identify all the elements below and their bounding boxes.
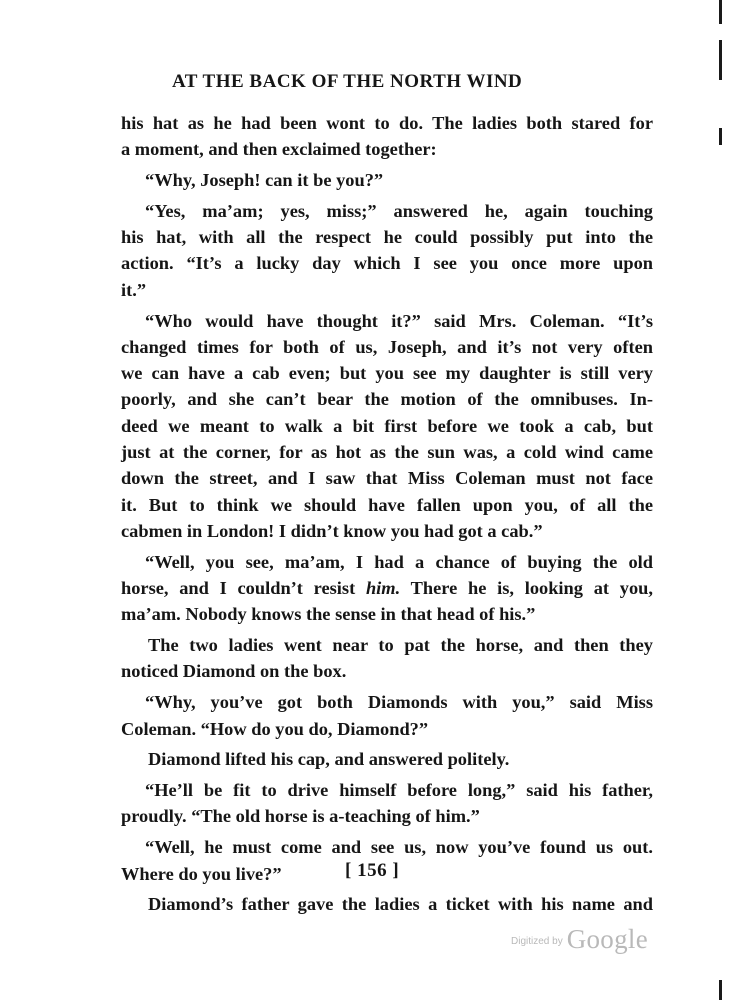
text-line: just at the corner, for as hot as the sun was, a cold wind came <box>121 442 653 463</box>
paragraph <box>121 746 653 772</box>
text-line: Coleman. “How do you do, Diamond?” <box>121 718 429 739</box>
digitized-by-google-watermark <box>511 924 648 955</box>
text-line: “Who would have thought it?” said Mrs. Coleman. “It’s <box>145 310 653 331</box>
text-line: a moment, and then exclaimed together: <box>121 139 437 160</box>
text-line: proudly. “The old horse is a-teaching of him.” <box>121 806 480 827</box>
paragraph <box>121 110 653 163</box>
text-line: poorly, and she can’t bear the motion of the omnibuses. In- <box>121 389 653 410</box>
text-line: Diamond lifted his cap, and answered politely. <box>148 749 510 770</box>
text-line: cabmen in London! I didn’t know you had got a cab.” <box>121 520 543 541</box>
text-line: his hat as he had been wont to do. The ladies both stared for <box>121 113 653 133</box>
paragraph <box>121 167 653 193</box>
emphasized-word: him. <box>365 578 401 599</box>
paragraph <box>121 549 653 628</box>
text-line: deed we meant to walk a bit first before we took a cab, but <box>121 415 653 436</box>
paragraph <box>121 777 653 830</box>
running-head: AT THE BACK OF THE NORTH WIND <box>172 71 523 92</box>
text-line: it. But to think we should have fallen upon you, of all the <box>121 494 653 515</box>
text-line: “Why, Joseph! can it be you?” <box>145 170 384 191</box>
text-line: it.” <box>121 279 147 300</box>
page-number: [ 156 ] <box>345 860 400 881</box>
text-line: Where do you live?” <box>121 863 282 884</box>
scan-edge-mark <box>719 980 722 1000</box>
paragraph <box>121 308 653 545</box>
google-logo: Google <box>566 924 648 954</box>
text-line: horse, and I couldn’t resist him. There he is, looking at you, <box>121 578 653 599</box>
text-line: “He’ll be fit to drive himself before long,” said his father, <box>145 780 653 801</box>
text-line: “Well, he must come and see us, now you’ve found us out. <box>145 837 653 858</box>
text-line: action. “It’s a lucky day which I see you once more upon <box>121 253 653 274</box>
scan-edge-mark <box>719 128 722 145</box>
text-line: ma’am. Nobody knows the sense in that head of his.” <box>121 604 536 625</box>
paragraph <box>121 632 653 685</box>
text-line: changed times for both of us, Joseph, and it’s not very often <box>121 336 653 357</box>
body-text <box>121 110 653 918</box>
text-line: Diamond’s father gave the ladies a ticket with his name and <box>148 894 653 915</box>
paragraph <box>121 891 653 917</box>
scan-edge-mark <box>719 40 722 80</box>
paragraph <box>121 198 653 303</box>
watermark-prefix: Digitized by <box>511 936 563 947</box>
text-line: his hat, with all the respect he could possibly put into the <box>121 227 653 248</box>
text-line: down the street, and I saw that Miss Coleman must not face <box>121 468 653 489</box>
paragraph <box>121 689 653 742</box>
text-line: “Yes, ma’am; yes, miss;” answered he, again touching <box>145 200 653 221</box>
text-line: “Why, you’ve got both Diamonds with you,” said Miss <box>145 692 653 713</box>
text-line: The two ladies went near to pat the horse, and then they <box>148 635 653 656</box>
text-line: “Well, you see, ma’am, I had a chance of buying the old <box>145 551 653 572</box>
scan-edge-mark <box>719 0 722 24</box>
text-line: we can have a cab even; but you see my daughter is still very <box>121 363 653 384</box>
text-line: noticed Diamond on the box. <box>121 661 347 682</box>
